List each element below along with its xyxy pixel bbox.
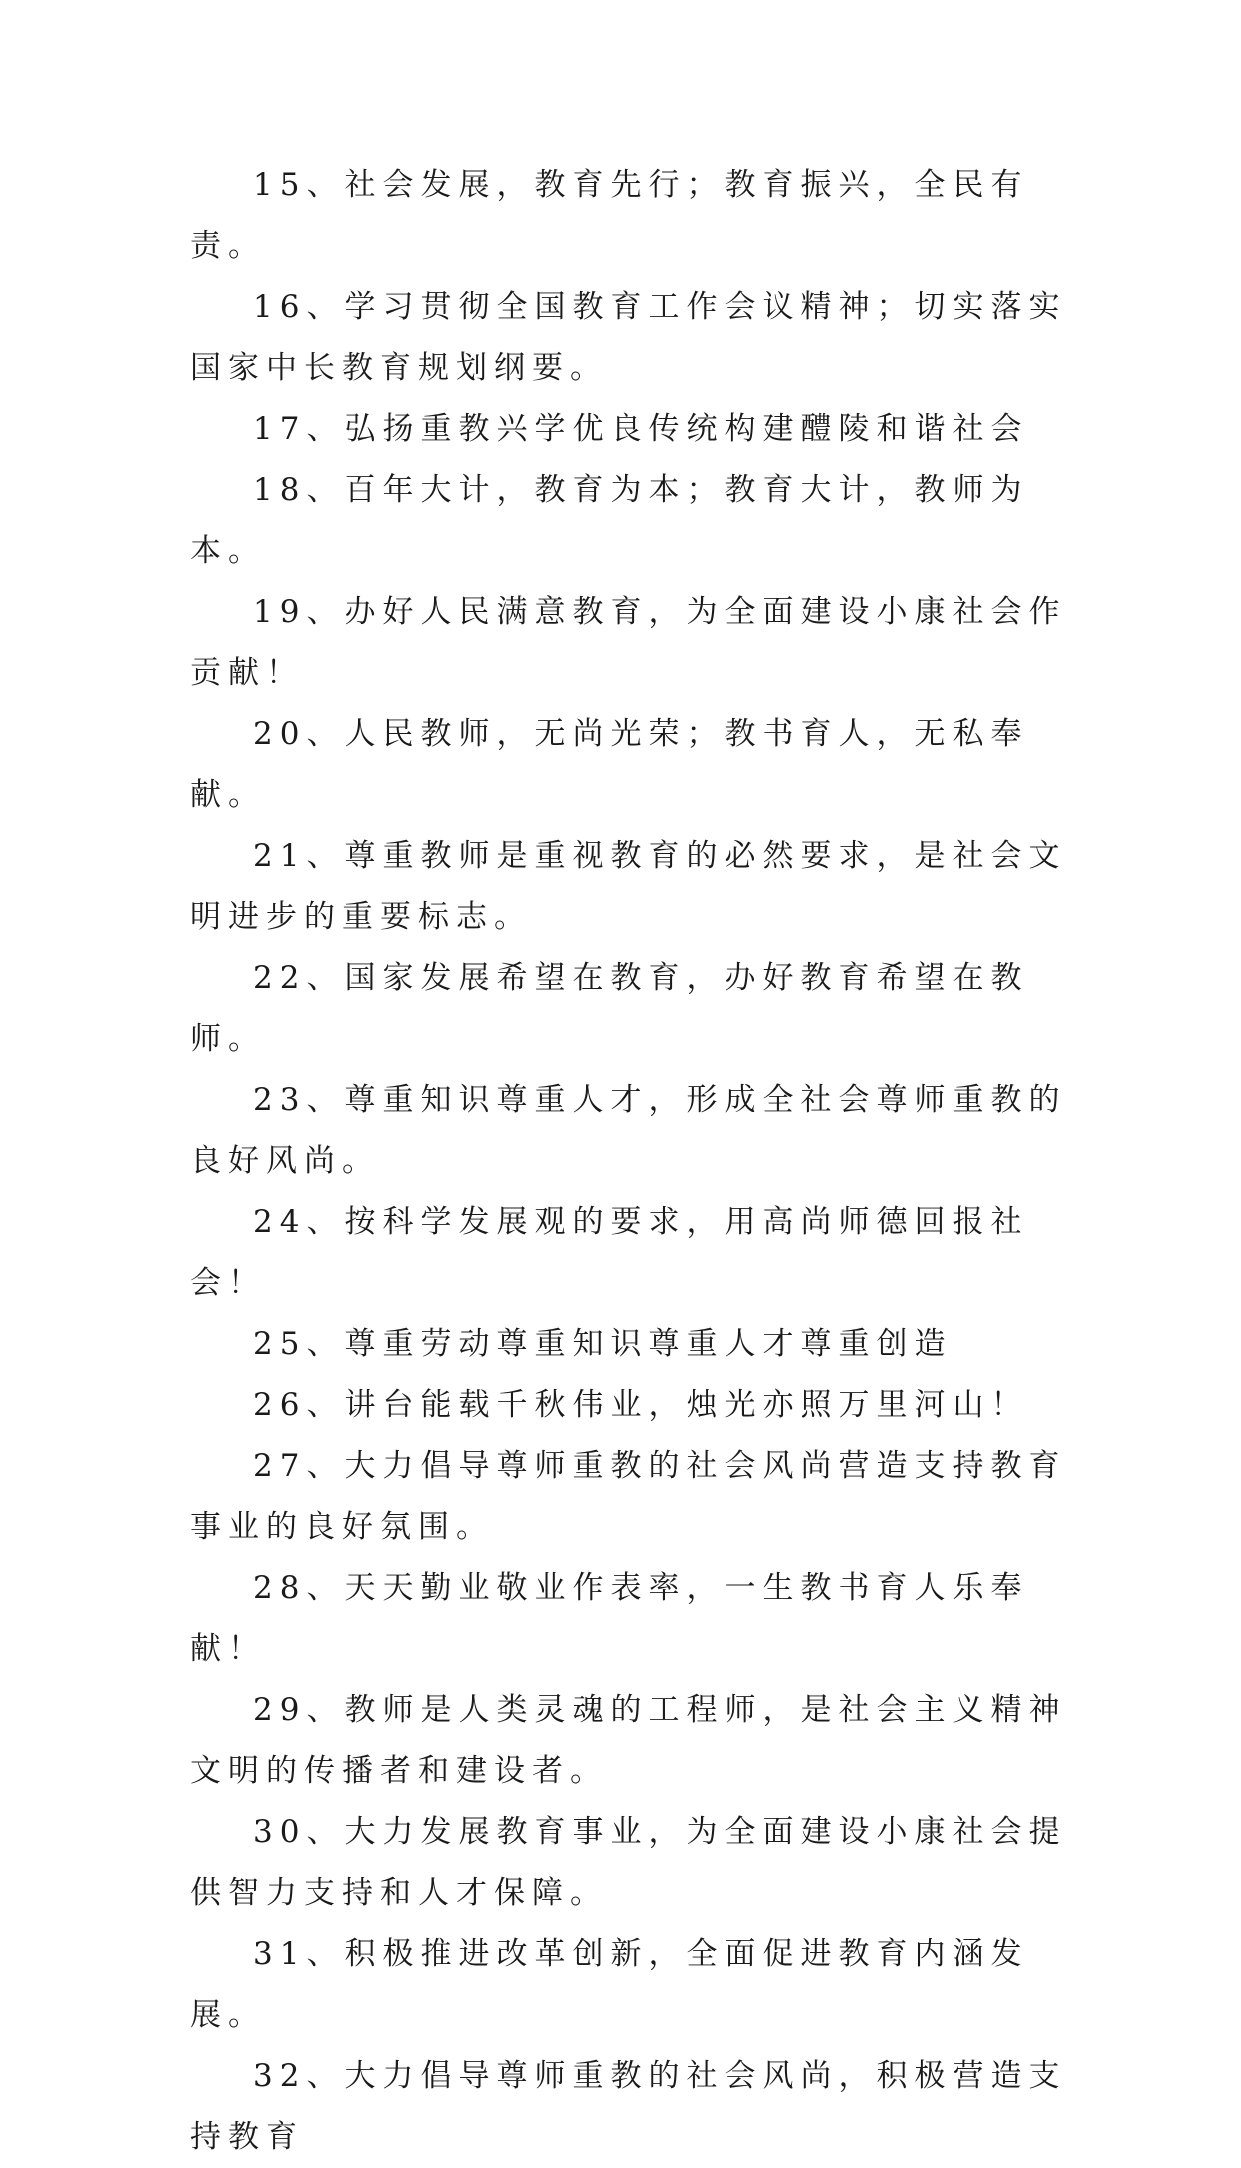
paragraph-28: 28、天天勤业敬业作表率，一生教书育人乐奉献！ bbox=[190, 1570, 1029, 1667]
paragraph-26: 26、讲台能载千秋伟业，烛光亦照万里河山！ bbox=[253, 1387, 1029, 1423]
paragraph-30: 30、大力发展教育事业，为全面建设小康社会提供智力支持和人才保障。 bbox=[190, 1814, 1067, 1911]
paragraph-29: 29、教师是人类灵魂的工程师，是社会主义精神文明的传播者和建设者。 bbox=[190, 1692, 1067, 1789]
paragraph-22: 22、国家发展希望在教育，办好教育希望在教师。 bbox=[190, 960, 1029, 1057]
paragraph-24: 24、按科学发展观的要求，用高尚师德回报社会！ bbox=[190, 1204, 1029, 1301]
document-body bbox=[190, 155, 1070, 2168]
paragraph-32: 32、大力倡导尊师重教的社会风尚，积极营造支持教育 bbox=[190, 2058, 1067, 2155]
paragraph-17: 17、弘扬重教兴学优良传统构建醴陵和谐社会 bbox=[253, 411, 1029, 447]
paragraph-27: 27、大力倡导尊师重教的社会风尚营造支持教育事业的良好氛围。 bbox=[190, 1448, 1067, 1545]
paragraph-16: 16、学习贯彻全国教育工作会议精神；切实落实国家中长教育规划纲要。 bbox=[190, 289, 1067, 386]
paragraph-31: 31、积极推进改革创新，全面促进教育内涵发展。 bbox=[190, 1936, 1029, 2033]
paragraph-19: 19、办好人民满意教育，为全面建设小康社会作贡献！ bbox=[190, 594, 1067, 691]
paragraph-23: 23、尊重知识尊重人才，形成全社会尊师重教的良好风尚。 bbox=[190, 1082, 1067, 1179]
paragraph-15: 15、社会发展，教育先行；教育振兴，全民有责。 bbox=[190, 167, 1029, 264]
paragraph-18: 18、百年大计，教育为本；教育大计，教师为本。 bbox=[190, 472, 1029, 569]
paragraph-21: 21、尊重教师是重视教育的必然要求，是社会文明进步的重要标志。 bbox=[190, 838, 1067, 935]
paragraph-25: 25、尊重劳动尊重知识尊重人才尊重创造 bbox=[253, 1326, 953, 1362]
paragraph-20: 20、人民教师，无尚光荣；教书育人，无私奉献。 bbox=[190, 716, 1029, 813]
